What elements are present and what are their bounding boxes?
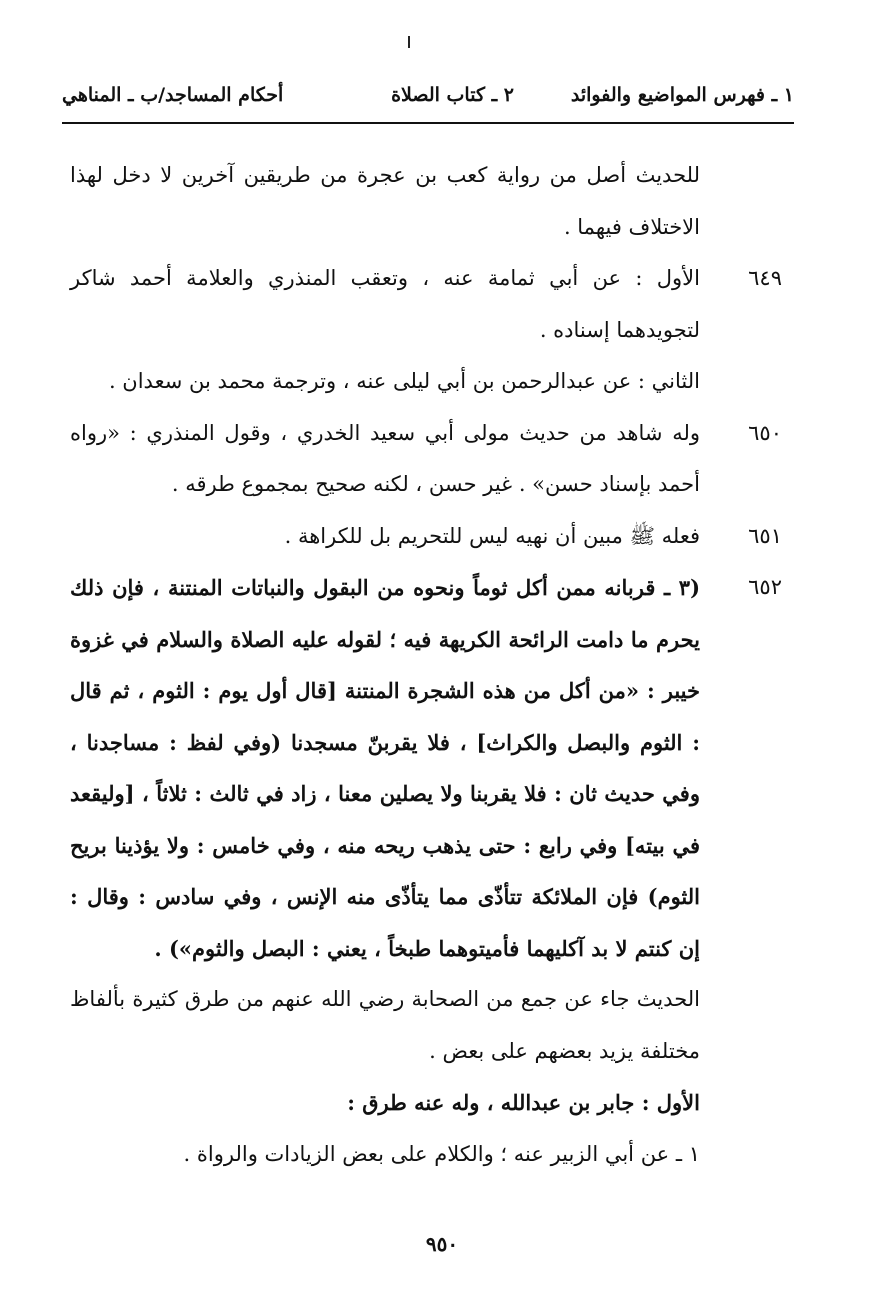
entry (70, 974, 792, 1077)
entry (70, 356, 792, 408)
entry-number: ٦٤٩ (748, 266, 782, 290)
entry (70, 1077, 792, 1129)
entry (70, 511, 792, 563)
header-rule (62, 122, 794, 124)
entry-text: للحديث أصل من رواية كعب بن عجرة من طريقين آخرين لا دخل لهذا الاختلاف فيهما . (70, 163, 700, 239)
entry-number: ٦٥٢ (748, 575, 782, 599)
entry (70, 150, 792, 253)
top-mark (408, 36, 410, 48)
entry-text: ١ ـ عن أبي الزبير عنه ؛ والكلام على بعض الزيادات والرواة . (183, 1141, 700, 1166)
running-header (62, 84, 794, 118)
entry-text: وله شاهد من حديث مولى أبي سعيد الخدري ، وقول المنذري : «رواه أحمد بإسناد حسن» . غير حسن ، لكنه صحيح بمجموع طرقه . (70, 420, 700, 496)
entry (70, 408, 792, 511)
entry (70, 562, 792, 974)
entry-text: (٣ ـ قربانه ممن أكل ثوماً ونحوه من البقول والنباتات المنتنة ، فإن ذلك يحرم ما دامت الرائحة الكريهة فيه ؛ لقوله عليه الصلاة والسلام في غزوة خيبر : «من أكل من هذه الشجرة المنتنة [قال أول يوم : الثوم ، ثم قال : الثوم والبصل والكراث] ، فلا يقربنّ مسجدنا (وفي لفظ : مساجدنا ، وفي حديث ثان : فلا يقربنا ولا يصلين معنا ، زاد في ثالث : ثلاثاً ، [وليقعد في بيته] وفي رابع : حتى يذهب ريحه منه ، وفي خامس : ولا يؤذينا بريح الثوم) فإن الملائكة تتأذّى مما يتأذّى منه الإنس ، وفي سادس : وقال : إن كنتم لا بد آكليهما فأميتوهما طبخاً ، يعني : البصل والثوم») . (70, 575, 700, 961)
entry-number: ٦٥١ (748, 523, 782, 548)
content-body (70, 150, 792, 1180)
entry-number: ٦٥٠ (748, 420, 782, 445)
header-section-index: ١ ـ فهرس المواضيع والفوائد (570, 84, 794, 106)
header-section-chapter: أحكام المساجد/ب ـ المناهي (62, 84, 284, 106)
entry (70, 1129, 792, 1181)
entry-text: فعله ﷺ مبين أن نهيه ليس للتحريم بل للكراهة . (284, 523, 700, 548)
header-section-book: ٢ ـ كتاب الصلاة (391, 84, 514, 106)
page-number: ٩٥٠ (425, 1232, 459, 1256)
entry (70, 253, 792, 356)
entry-text: الثاني : عن عبدالرحمن بن أبي ليلى عنه ، وترجمة محمد بن سعدان . (108, 369, 700, 393)
entry-text: الحديث جاء عن جمع من الصحابة رضي الله عنهم من طرق كثيرة بألفاظ مختلفة يزيد بعضهم على بعض . (70, 987, 700, 1063)
entry-text: الأول : جابر بن عبدالله ، وله عنه طرق : (347, 1090, 700, 1115)
entry-text: الأول : عن أبي ثمامة عنه ، وتعقب المنذري والعلامة أحمد شاكر لتجويدهما إسناده . (70, 266, 700, 342)
